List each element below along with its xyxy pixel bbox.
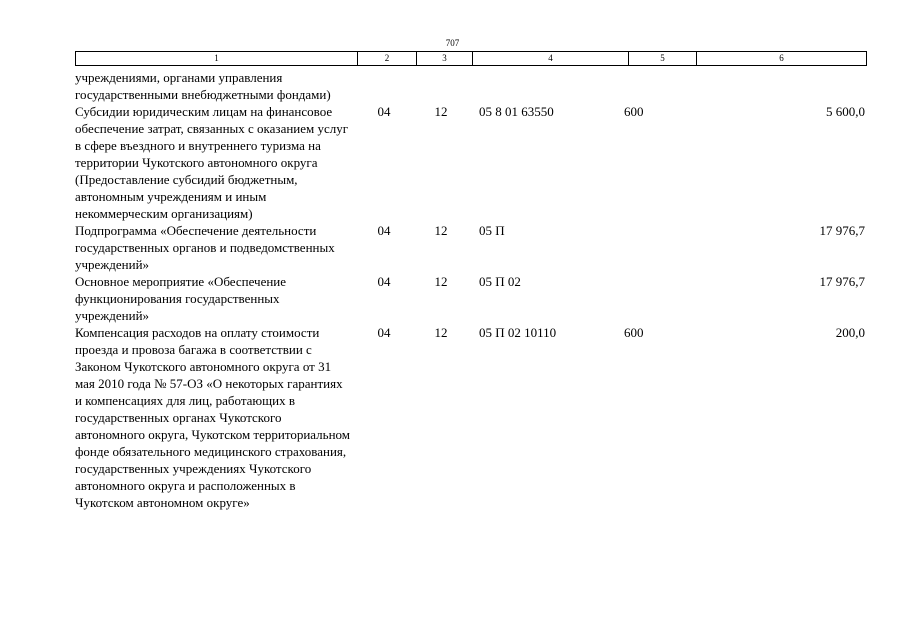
row-description: учреждениями, органами управления государственными внебюджетными фондами) bbox=[75, 70, 331, 102]
row-expense-type: 600 bbox=[624, 325, 644, 340]
header-col-5: 5 bbox=[629, 52, 697, 65]
row-target-code: 05 П 02 bbox=[479, 274, 521, 289]
row-section bbox=[355, 69, 413, 103]
header-col-2: 2 bbox=[358, 52, 417, 65]
table-body bbox=[75, 69, 867, 511]
row-description: Подпрограмма «Обеспечение деятельности государственных органов и подведомственных учреждений» bbox=[75, 223, 335, 272]
header-col-6: 6 bbox=[779, 53, 784, 63]
row-target-code bbox=[469, 69, 624, 103]
row-amount: 17 976,7 bbox=[819, 223, 865, 238]
table-row bbox=[75, 324, 867, 511]
row-subsection: 12 bbox=[434, 325, 448, 340]
row-amount: 5 600,0 bbox=[826, 104, 865, 119]
table-row bbox=[75, 273, 867, 324]
row-target-code: 05 П 02 10110 bbox=[479, 325, 557, 340]
header-col-3: 3 bbox=[417, 52, 473, 65]
row-section: 04 bbox=[377, 325, 391, 340]
row-expense-type bbox=[624, 222, 691, 273]
row-amount: 17 976,7 bbox=[819, 274, 865, 289]
table-row bbox=[75, 69, 867, 103]
row-description: Основное мероприятие «Обеспечение функционирования государственных учреждений» bbox=[75, 274, 287, 323]
row-amount: 200,0 bbox=[835, 325, 865, 340]
row-section: 04 bbox=[377, 223, 391, 238]
row-target-code: 05 8 01 63550 bbox=[479, 104, 554, 119]
row-expense-type: 600 bbox=[624, 104, 644, 119]
row-amount bbox=[691, 69, 867, 103]
row-section: 04 bbox=[377, 104, 391, 119]
row-description: Субсидии юридическим лицам на финансовое обеспечение затрат, связанных с оказанием услуг в сфере въездного и внутреннего туризма на территории Чукотского автономного округа (Предоставление субсидий бюджетным, автономным учреждениям и иным некоммерческим организациям) bbox=[75, 104, 349, 221]
row-subsection: 12 bbox=[434, 223, 448, 238]
row-subsection: 12 bbox=[434, 274, 448, 289]
row-subsection bbox=[413, 69, 469, 103]
table-row bbox=[75, 103, 867, 222]
row-target-code: 05 П bbox=[479, 223, 505, 238]
row-section: 04 bbox=[377, 274, 391, 289]
row-subsection: 12 bbox=[434, 104, 448, 119]
row-expense-type bbox=[624, 69, 691, 103]
header-col-1: 1 bbox=[76, 52, 358, 65]
row-description: Компенсация расходов на оплату стоимости проезда и провоза багажа в соответствии с Законом Чукотского автономного округа от 31 мая 2010 года № 57-ОЗ «О некоторых гарантиях и компенсациях для лиц, работающих в государственных органах Чукотского автономного округа, Чукотском территориальном фонде обязательного медицинского страхования, государственных учреждениях Чукотского автономного округа и расположенных в Чукотском автономном округе» bbox=[75, 325, 351, 510]
row-expense-type bbox=[624, 273, 691, 324]
table-header bbox=[75, 51, 867, 66]
header-col-4: 4 bbox=[473, 52, 629, 65]
page-number: 707 bbox=[445, 38, 460, 48]
table-row bbox=[75, 222, 867, 273]
